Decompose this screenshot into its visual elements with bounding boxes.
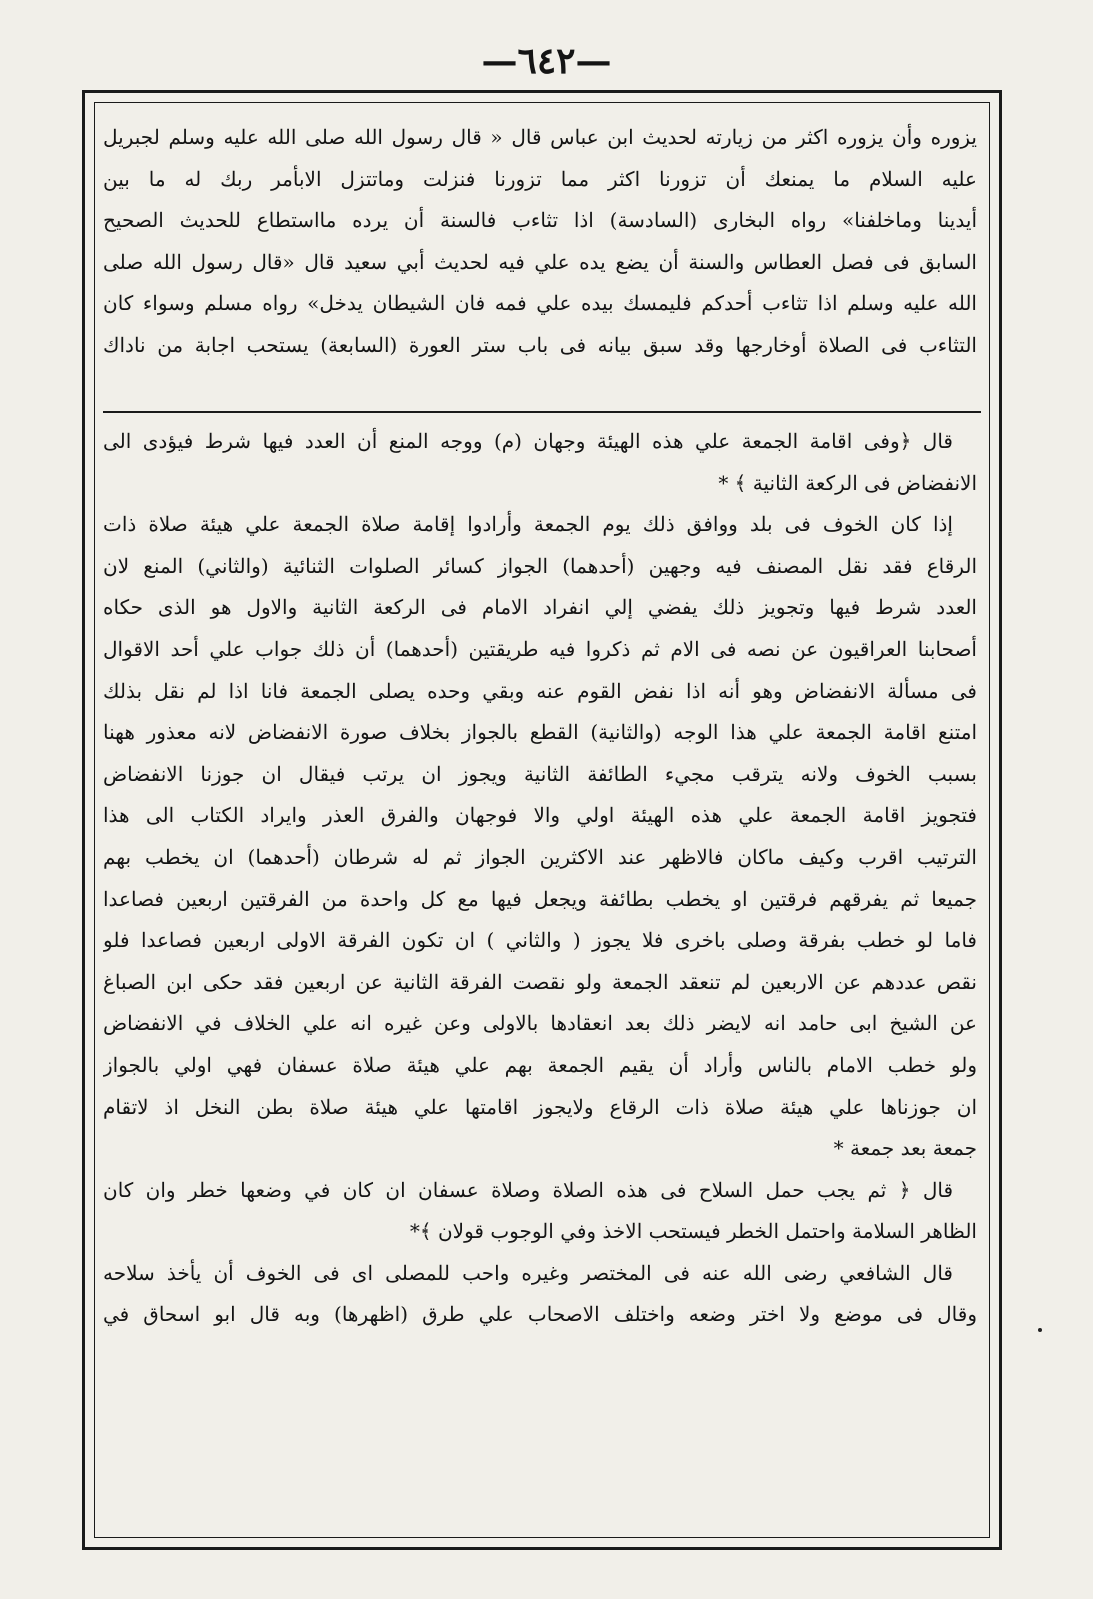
main-text-line: الترتيب اقرب وكيف ماكان فالاظهر عند الاكثرين الجواز ثم له شرطان (أحدهما) ان يخطب بهم: [103, 844, 977, 869]
main-text-line: امتنع اقامة الجمعة علي هذا الوجه (والثانية) القطع بالجواز بخلاف صورة الانفضاض لانه معذور ههنا: [103, 720, 977, 745]
main-text-line: أصحابنا العراقيون عن نصه فى الام ثم ذكروا فيه طريقتين (أحدهما) أن ذلك جواب علي أحد الاقوال: [103, 636, 977, 661]
main-text-line: إذا كان الخوف فى بلد ووافق ذلك يوم الجمعة وأرادوا إقامة صلاة الجمعة علي هيئة صلاة ذات: [103, 512, 953, 537]
main-text-line: الانفضاض فى الركعة الثانية ﴾ *: [718, 470, 977, 495]
page-number: —٦٤٢—: [481, 40, 612, 82]
main-text-line: فاما لو خطب بفرقة وصلى باخرى فلا يجوز ( والثاني ) ان تكون الفرقة الاولى اربعين فصاعدا فلو: [103, 928, 977, 953]
section-divider: [103, 411, 981, 413]
main-text-line: بسبب الخوف ولانه يترقب مجيء الطائفة الثانية ويجوز ان يرتب فيقال ان جوزنا الانفضاض: [103, 761, 977, 786]
main-text-line: ان جوزناها علي هيئة صلاة ذات الرقاع ولايجوز اقامتها علي هيئة صلاة بطن النخل اذ لاتقام: [103, 1094, 977, 1119]
main-text-line: العدد شرط فيها وتجويز ذلك يفضي إلي انفراد الامام فى الركعة الثانية والاول هو الذى حكاه: [103, 595, 977, 620]
main-text-section: [103, 421, 977, 1336]
main-text-line: الرقاع فقد نقل المصنف فيه وجهين (أحدهما) الجواز كسائر الصلوات الثنائية (والثاني) المنع لان: [103, 553, 977, 578]
main-text-line: قال الشافعي رضى الله عنه فى المختصر وغيره واحب للمصلى اى فى الخوف أن يأخذ سلاحه: [103, 1260, 953, 1285]
main-text-line: فى مسألة الانفضاض وهو أنه اذا نفض القوم عنه وبقي وحده يصلى الجمعة فانا اذا لم نقل بذلك: [103, 678, 977, 703]
main-text-line: وقال فى موضع ولا اختر وضعه واختلف الاصحاب علي طرق (اظهرها) وبه قال ابو اسحاق في: [103, 1302, 977, 1327]
main-text-line: فتجويز اقامة الجمعة علي هذه الهيئة اولي والا فوجهان والفرق العذر وايراد الكتاب الى هذا: [103, 803, 977, 828]
main-text-line: جمعة بعد جمعة *: [833, 1136, 977, 1161]
margin-ink-dot: [1038, 1328, 1042, 1332]
footnote-section: [103, 117, 977, 367]
main-text-line: الظاهر السلامة واحتمل الخطر فيستحب الاخذ وفي الوجوب قولان ﴾*: [409, 1219, 977, 1244]
footnote-line: أيدينا وماخلفنا» رواه البخارى (السادسة) اذا تثاءب فالسنة أن يرده مااستطاع للحديث الصحيح: [103, 208, 977, 233]
main-text-line: قال ﴿وفى اقامة الجمعة علي هذه الهيئة وجهان (م) ووجه المنع أن العدد فيها شرط فيؤدى الى: [103, 429, 953, 453]
main-text-line: قال ﴿ ثم يجب حمل السلاح فى هذه الصلاة وصلاة عسفان ان كان في وضعها خطر وان كان: [103, 1177, 953, 1202]
page-frame: [82, 90, 1002, 1550]
footnote-line: الله عليه وسلم اذا تثاءب أحدكم فليمسك بيده علي فمه فان الشيطان يدخل» رواه مسلم وسواء كان: [103, 291, 977, 316]
main-text-line: نقص عددهم عن الاربعين لم تنعقد الجمعة ولو نقصت الفرقة الثانية عن اربعين فقد حكى ابن الصباغ: [103, 969, 977, 994]
footnote-line: عليه السلام ما يمنعك أن تزورنا اكثر مما تزورنا فنزلت وماتتزل الابأمر ربك له ما بين: [103, 166, 977, 191]
footnote-line: يزوره وأن يزوره اكثر من زيارته لحديث ابن عباس قال « قال رسول الله صلى الله عليه وسلم لجبريل: [103, 125, 977, 149]
main-text-line: ولو خطب الامام بالناس وأراد أن يقيم الجمعة بهم علي هيئة صلاة عسفان فهي اولي بالجواز: [103, 1052, 977, 1077]
main-text-line: جميعا ثم يفرقهم فرقتين او يخطب بطائفة ويجعل فيها مع كل واحدة من الفرقتين اربعين فصاعدا: [103, 886, 977, 911]
footnote-line: التثاءب فى الصلاة أوخارجها وقد سبق بيانه فى باب ستر العورة (السابعة) يستحب اجابة من ناداك: [103, 332, 977, 357]
footnote-line: السابق فى فصل العطاس والسنة أن يضع يده علي فيه لحديث أبي سعيد قال «قال رسول الله صلى: [103, 249, 977, 274]
main-text-line: عن الشيخ ابى حامد انه لايضر ذلك بعد انعقادها بالاولى وعن غيره انه علي الخلاف في الانفضاض: [103, 1011, 977, 1036]
